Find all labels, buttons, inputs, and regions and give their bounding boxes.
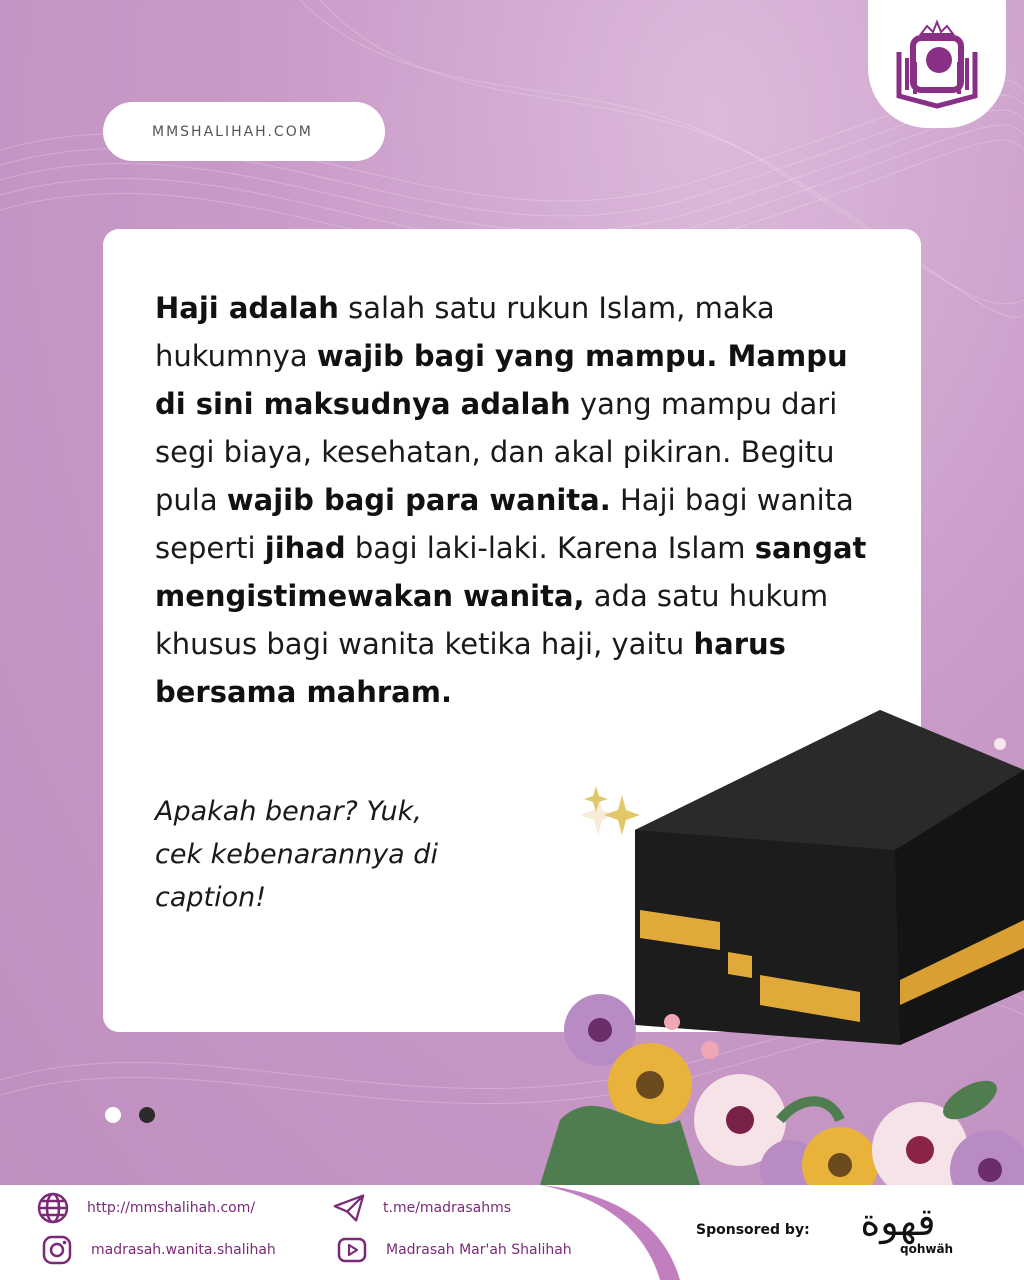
paragraph-bold-segment: harus bersama mahram. xyxy=(155,627,786,709)
sparkle-icon xyxy=(604,795,640,835)
paragraph-segment: yang mampu dari segi biaya, kesehatan, dan akal pikiran. Begitu pula xyxy=(155,387,838,517)
question-line: Apakah benar? Yuk, xyxy=(155,796,422,827)
brand-logo-badge xyxy=(868,0,1006,128)
paragraph-segment: bagi laki-laki. Karena Islam xyxy=(345,531,755,565)
sponsored-label: Sponsored by: xyxy=(696,1222,810,1238)
paragraph-bold-segment: Haji adalah xyxy=(155,291,339,325)
paragraph-segment: ada satu hukum khusus bagi wanita ketika haji, yaitu xyxy=(155,579,829,661)
question-line: cek kebenarannya di xyxy=(155,839,438,870)
sparkle-icon xyxy=(584,786,608,812)
website-label-pill xyxy=(103,102,385,161)
pagination-dots xyxy=(105,1107,155,1123)
website-url: http://mmshalihah.com/ xyxy=(87,1200,256,1216)
instagram-icon xyxy=(41,1234,73,1266)
telegram-url: t.me/madrasahms xyxy=(383,1200,512,1216)
website-label: MMSHALIHAH.COM xyxy=(152,123,313,140)
footer-youtube-link[interactable] xyxy=(336,1234,572,1266)
kaaba-flower-illustration xyxy=(540,700,1024,1185)
kaaba-gold-band xyxy=(728,952,752,978)
telegram-icon xyxy=(333,1192,365,1224)
footer-instagram-link[interactable] xyxy=(41,1234,276,1266)
madrasah-book-crown-logo-icon xyxy=(885,12,989,116)
instagram-handle: madrasah.wanita.shalihah xyxy=(91,1242,276,1258)
paragraph-bold-segment: sangat mengistimewakan wanita, xyxy=(155,531,867,613)
pagination-dot[interactable] xyxy=(139,1107,155,1123)
paragraph-bold-segment: wajib bagi para wanita. xyxy=(226,483,611,517)
sponsor-logo-arabic: قهوة xyxy=(860,1200,936,1244)
main-paragraph xyxy=(155,284,875,716)
footer-website-link[interactable] xyxy=(37,1192,255,1224)
sponsor-logo xyxy=(838,1198,978,1268)
paragraph-bold-segment: jihad xyxy=(264,531,346,565)
sponsor-logo-latin: qohwäh xyxy=(900,1242,954,1256)
paragraph-segment: Haji bagi wanita seperti xyxy=(155,483,854,565)
paragraph-bold-segment: wajib bagi yang mampu. Mampu di sini maksudnya adalah xyxy=(155,339,848,421)
youtube-icon xyxy=(336,1234,368,1266)
globe-icon xyxy=(37,1192,69,1224)
paragraph-segment: salah satu rukun Islam, maka hukumnya xyxy=(155,291,775,373)
footer-telegram-link[interactable] xyxy=(333,1192,511,1224)
question-line: caption! xyxy=(155,882,267,913)
pagination-dot-active[interactable] xyxy=(105,1107,121,1123)
question-text xyxy=(155,790,535,919)
youtube-channel: Madrasah Mar'ah Shalihah xyxy=(386,1242,572,1258)
